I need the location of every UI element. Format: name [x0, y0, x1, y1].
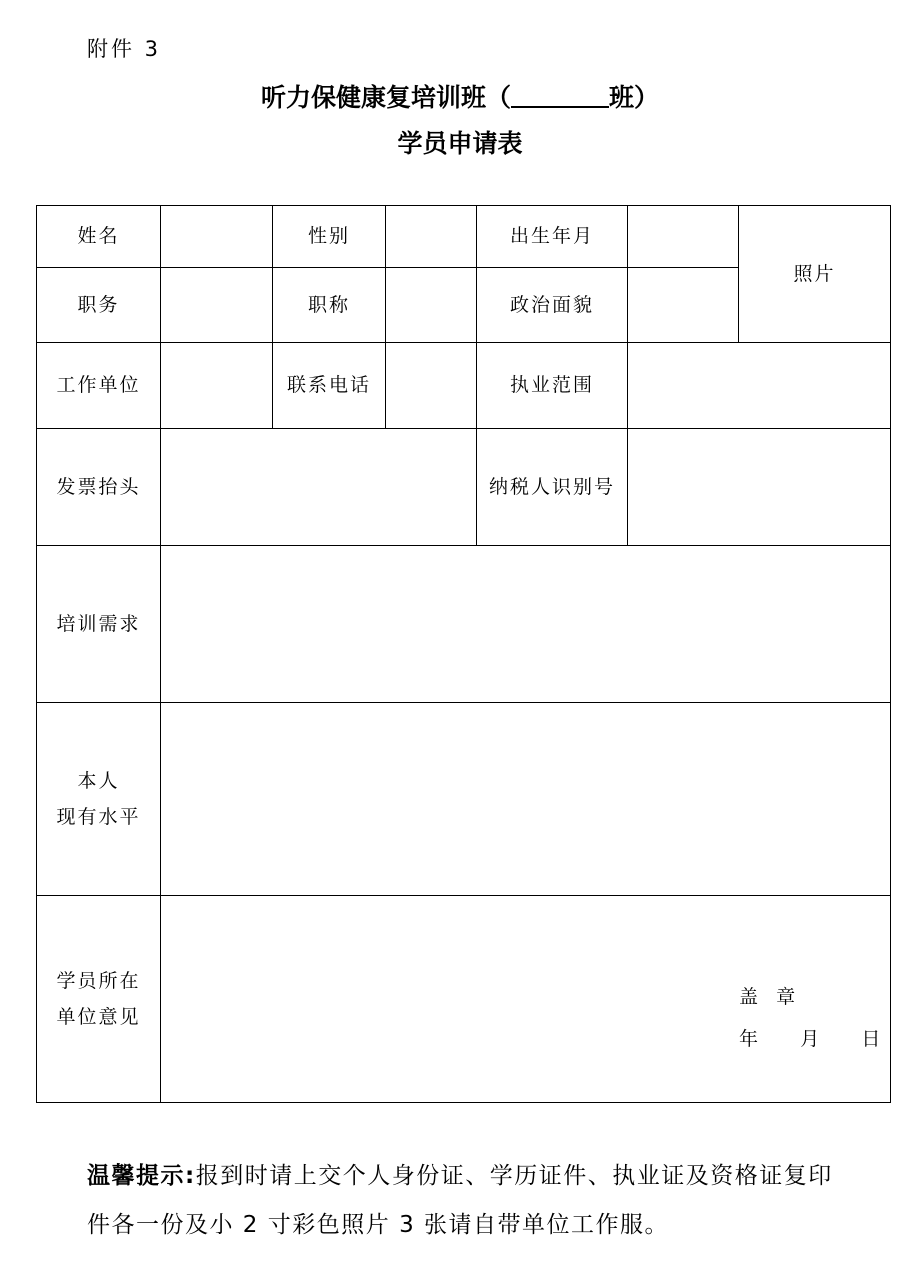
position-label: 职务	[37, 268, 161, 343]
current-level-label-line-2: 现有水平	[56, 806, 141, 828]
title-suffix: 班）	[609, 83, 660, 112]
political-field[interactable]	[628, 268, 739, 343]
seal-date: 年 月 日	[739, 1028, 883, 1050]
form-title	[0, 78, 920, 114]
current-level-label	[37, 703, 161, 896]
name-label: 姓名	[37, 206, 161, 268]
scope-label: 执业范围	[477, 343, 628, 429]
reminder-note	[87, 1152, 857, 1250]
current-level-field[interactable]	[161, 703, 891, 896]
birth-label: 出生年月	[477, 206, 628, 268]
seal-text: 盖 章	[739, 986, 798, 1008]
phone-label: 联系电话	[273, 343, 386, 429]
birth-field[interactable]	[628, 206, 739, 268]
reminder-text: 报到时请上交个人身份证、学历证件、执业证及资格证复印件各一份及小 2 寸彩色照片 3 张请自带单位工作服。	[87, 1163, 833, 1238]
unit-opinion-label	[37, 896, 161, 1103]
position-field[interactable]	[161, 268, 273, 343]
gender-field[interactable]	[386, 206, 477, 268]
gender-label: 性别	[273, 206, 386, 268]
photo-cell[interactable]: 照片	[739, 206, 891, 343]
political-label: 政治面貌	[477, 268, 628, 343]
unit-opinion-field[interactable]	[161, 896, 891, 1103]
invoice-label: 发票抬头	[37, 429, 161, 546]
unit-opinion-label-line-2: 单位意见	[56, 1006, 141, 1028]
taxid-field[interactable]	[628, 429, 891, 546]
current-level-label-line-1: 本人	[77, 769, 120, 792]
form-subtitle: 学员申请表	[397, 129, 523, 158]
name-field[interactable]	[161, 206, 273, 268]
class-name-blank[interactable]	[511, 84, 609, 108]
application-form-table	[36, 205, 891, 1103]
title-prefix: 听力保健康复培训班（	[260, 83, 511, 112]
invoice-field[interactable]	[161, 429, 477, 546]
title-label: 职称	[273, 268, 386, 343]
scope-field[interactable]	[628, 343, 891, 429]
taxid-label: 纳税人识别号	[477, 429, 628, 546]
employer-field[interactable]	[161, 343, 273, 429]
reminder-label: 温馨提示:	[87, 1163, 196, 1189]
training-needs-label: 培训需求	[37, 546, 161, 703]
employer-label: 工作单位	[37, 343, 161, 429]
training-needs-field[interactable]	[161, 546, 891, 703]
phone-field[interactable]	[386, 343, 477, 429]
attachment-label: 附件 3	[87, 37, 162, 61]
title-field[interactable]	[386, 268, 477, 343]
unit-opinion-label-line-1: 学员所在	[56, 969, 141, 992]
